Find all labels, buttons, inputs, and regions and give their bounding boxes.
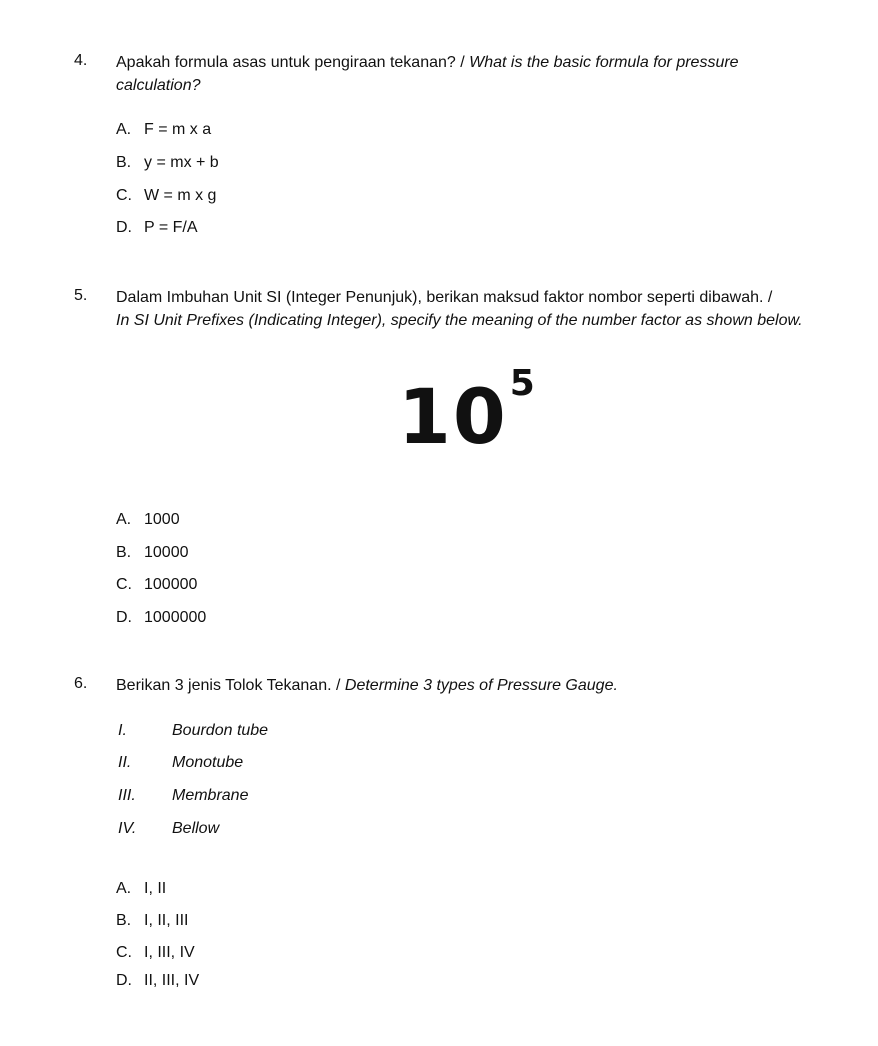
question-text-malay: Apakah formula asas untuk pengiraan tekanan? / bbox=[116, 54, 470, 71]
answer-option-b[interactable] bbox=[116, 544, 189, 562]
option-text: I, III, IV bbox=[144, 944, 195, 961]
gauge-item-4 bbox=[118, 820, 219, 838]
answer-option-b[interactable] bbox=[116, 912, 188, 930]
question-text-malay: Berikan 3 jenis Tolok Tekanan. / bbox=[116, 677, 345, 694]
option-letter: C. bbox=[116, 944, 132, 961]
question-number: 5. bbox=[74, 287, 88, 304]
gauge-name: Bourdon tube bbox=[172, 722, 269, 739]
option-letter: A. bbox=[116, 880, 132, 897]
question-text-english: What is the basic formula for pressure calculation? bbox=[116, 54, 739, 94]
power-exponent: 5 bbox=[509, 363, 535, 404]
option-text: 1000000 bbox=[144, 609, 207, 626]
option-text: 1000 bbox=[144, 511, 180, 528]
answer-option-d[interactable] bbox=[116, 219, 198, 237]
gauge-item-3 bbox=[118, 787, 248, 805]
option-letter: B. bbox=[116, 154, 132, 171]
roman-numeral: IV. bbox=[118, 820, 137, 837]
answer-option-a[interactable] bbox=[116, 121, 211, 139]
option-text: P = F/A bbox=[144, 219, 198, 236]
option-letter: C. bbox=[116, 187, 132, 204]
option-text: I, II, III bbox=[144, 912, 189, 929]
gauge-name: Monotube bbox=[172, 754, 244, 771]
option-letter: A. bbox=[116, 121, 132, 138]
answer-option-c[interactable] bbox=[116, 944, 195, 962]
roman-numeral: I. bbox=[118, 722, 127, 739]
option-letter: D. bbox=[116, 972, 132, 989]
power-of-ten-figure bbox=[398, 363, 535, 461]
option-letter: D. bbox=[116, 219, 132, 236]
gauge-name: Bellow bbox=[172, 820, 220, 837]
option-text: W = m x g bbox=[144, 187, 217, 204]
roman-numeral: II. bbox=[118, 754, 132, 771]
question-text-english: Determine 3 types of Pressure Gauge. bbox=[344, 677, 618, 694]
option-letter: B. bbox=[116, 544, 132, 561]
gauge-name: Membrane bbox=[172, 787, 249, 804]
option-letter: C. bbox=[116, 576, 132, 593]
question-text bbox=[116, 286, 836, 332]
question-number: 6. bbox=[74, 675, 88, 692]
answer-option-c[interactable] bbox=[116, 187, 216, 205]
question-text-malay: Dalam Imbuhan Unit SI (Integer Penunjuk), berikan maksud faktor nombor seperti dibawah. / bbox=[116, 289, 773, 306]
answer-option-d[interactable] bbox=[116, 972, 199, 990]
option-text: F = m x a bbox=[144, 121, 212, 138]
question-number: 4. bbox=[74, 52, 88, 69]
option-text: 100000 bbox=[144, 576, 198, 593]
option-text: y = mx + b bbox=[144, 154, 219, 171]
answer-option-d[interactable] bbox=[116, 609, 206, 627]
roman-numeral: III. bbox=[118, 787, 136, 804]
answer-option-b[interactable] bbox=[116, 154, 219, 172]
gauge-item-1 bbox=[118, 722, 268, 740]
gauge-item-2 bbox=[118, 754, 243, 772]
question-text-english: In SI Unit Prefixes (Indicating Integer), specify the meaning of the number factor as shown below. bbox=[116, 312, 803, 329]
option-text: 10000 bbox=[144, 544, 189, 561]
option-text: I, II bbox=[144, 880, 167, 897]
answer-option-a[interactable] bbox=[116, 511, 180, 529]
option-text: II, III, IV bbox=[144, 972, 200, 989]
option-letter: A. bbox=[116, 511, 132, 528]
option-letter: D. bbox=[116, 609, 132, 626]
answer-option-a[interactable] bbox=[116, 880, 166, 898]
answer-option-c[interactable] bbox=[116, 576, 197, 594]
question-text bbox=[116, 674, 816, 697]
power-base: 10 bbox=[398, 372, 508, 461]
question-text bbox=[116, 51, 806, 97]
option-letter: B. bbox=[116, 912, 132, 929]
